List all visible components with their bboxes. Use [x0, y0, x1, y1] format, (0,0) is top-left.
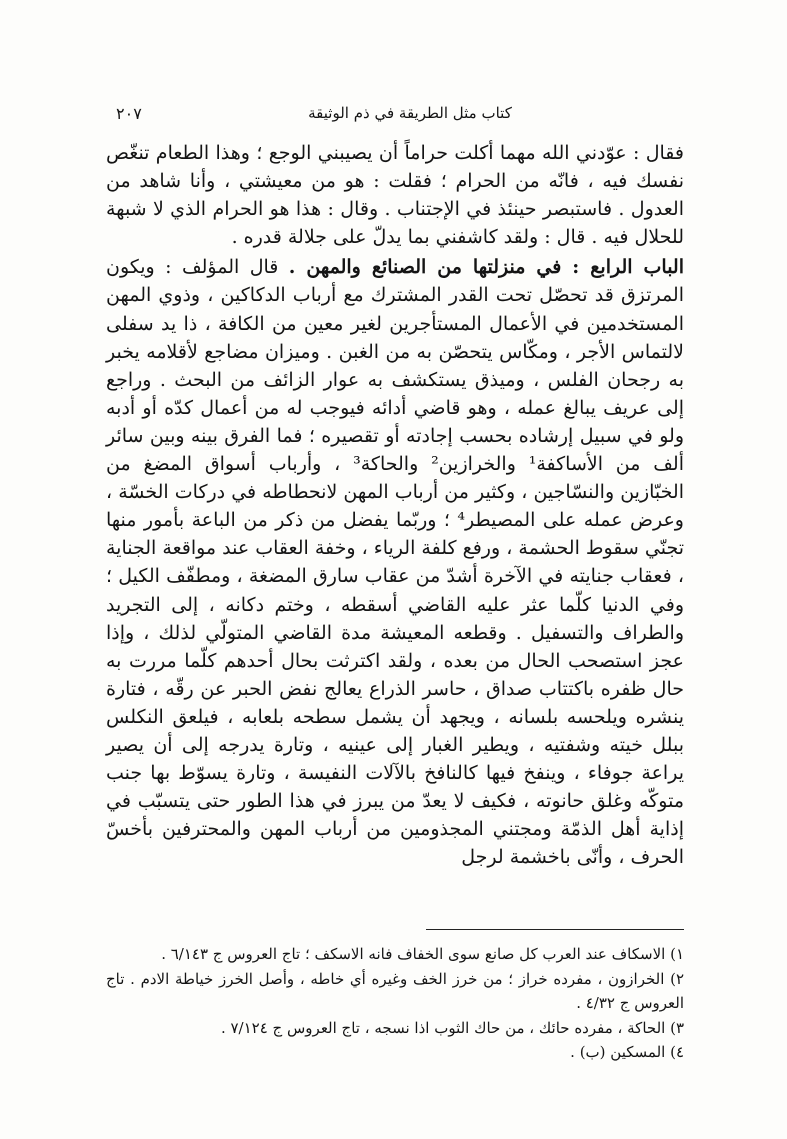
- footnote: ٣) الحاكة ، مفرده حائك ، من حاك الثوب اذا نسجه ، تاج العروس ج ٧/١٢٤ .: [220, 1018, 684, 1037]
- page-number: ٢٠٧: [116, 104, 142, 123]
- running-title: كتاب مثل الطريقة في ذم الوثيقة: [308, 104, 512, 122]
- page-header: [0, 104, 787, 132]
- paragraph-text: قال المؤلف : ويكون المرتزق قد تحصّل تحت القدر المشترك مع أرباب الدكاكين ، وذوي المهن المستخدمين في الأعمال المستأجرين لغير معين من الكافة ، ذا يد سفلى لالتماس الأجر ، ومكّاس يتحصّن به من الغبن . وميزان مضاجع لأقلامه يخبر به رجحان الفلس ، وميذق يستكشف به عوار الزائف من البحث . وراجع إلى عريف يبالغ عمله ، وهو قاضي أدائه فيوجب له من أعمال كدّه أو أدبه ولو في سبيل إرشاده بحسب إجادته أو تقصيره ؛ فما الفرق بينه وبين سائر ألف من الأساكفة¹ والخرازين² والحاكة³ ، وأرباب أسواق المضغ من الخبّازين والنسّاجين ، وكثير من أرباب المهن لانحطاطه في دركات الخسّة ، وعرض عمله على المصيطر⁴ ؛ وربّما يفضل من ذكر من الباعة بأمور منها تجنّي سقوط الحشمة ، ورفع كلفة الرياء ، وخفة العقاب عند مواقعة الجناية ، فعقاب جنايته في الآخرة أشدّ من عقاب سارق المضغة ، ومطفّف الكيل ؛ وفي الدنيا كلّما عثر عليه القاضي أسقطه ، وختم دكانه ، إلى التجريد والطراف والتسفيل . وقطعه المعيشة مدة القاضي المتولّي لذلك ، وإذا عجز استصحب الحال من بعده ، ولقد اكترثت بحال أحدهم كلّما مررت به حال ظفره باكتتاب صداق ، حاسر الذراع يعالج نفض الحبر عن رقّه ، فتارة ينشره ويلحسه بلسانه ، ويجهد أن يشمل سطحه بلعابه ، فيلعق النكلس ببلل خيته وشفتيه ، ويطير الغبار إلى عينيه ، وتارة يدرجه إلى أن يصير يراعة جوفاء ، وينفخ فيها كالنافخ بالآلات النفيسة ، وتارة يسوّط بها جنب متوكّه وغلق حانوته ، فكيف لا يعدّ من يبرز في هذا الطور حتى يتسبّب في إذاية أهل الذمّة ومجتني المجذومين من أرباب المهن والمحترفين بأخسّ الحرف ، وأنّى باخشمة لرجل: [106, 256, 684, 869]
- main-text: [106, 139, 684, 871]
- footnote: ٢) الخرازون ، مفرده خراز ؛ من خرز الخف وغيره أي خاطه ، وأصل الخرز خياطة الادم . تاج العروس ج ٤/٣٢ .: [106, 969, 684, 1012]
- paragraph: [106, 253, 684, 871]
- paragraph: فقال : عوّدني الله مهما أكلت حراماً أن يصيبني الوجع ؛ وهذا الطعام تنغّص نفسك فيه ، فانّه من الحرام ؛ فقلت : هو من معيشتي ، وأنا شاهد من العدول . فاستبصر حينئذ في الإجتناب . وقال : هذا هو الحرام الذي لا شبهة للحلال فيه . قال : ولقد كاشفني بما يدلّ على جلالة قدره .: [106, 142, 684, 249]
- footnote: ١) الاسكاف عند العرب كل صانع سوى الخفاف فانه الاسكف ؛ تاج العروس ج ٦/١٤٣ .: [161, 945, 684, 963]
- footnote-divider: [426, 929, 684, 930]
- footnote: ٤) المسكين (ب) .: [570, 1043, 684, 1061]
- chapter-heading: الباب الرابع : في منزلتها من الصنائع والمهن .: [288, 256, 684, 279]
- footnotes: [106, 942, 684, 1065]
